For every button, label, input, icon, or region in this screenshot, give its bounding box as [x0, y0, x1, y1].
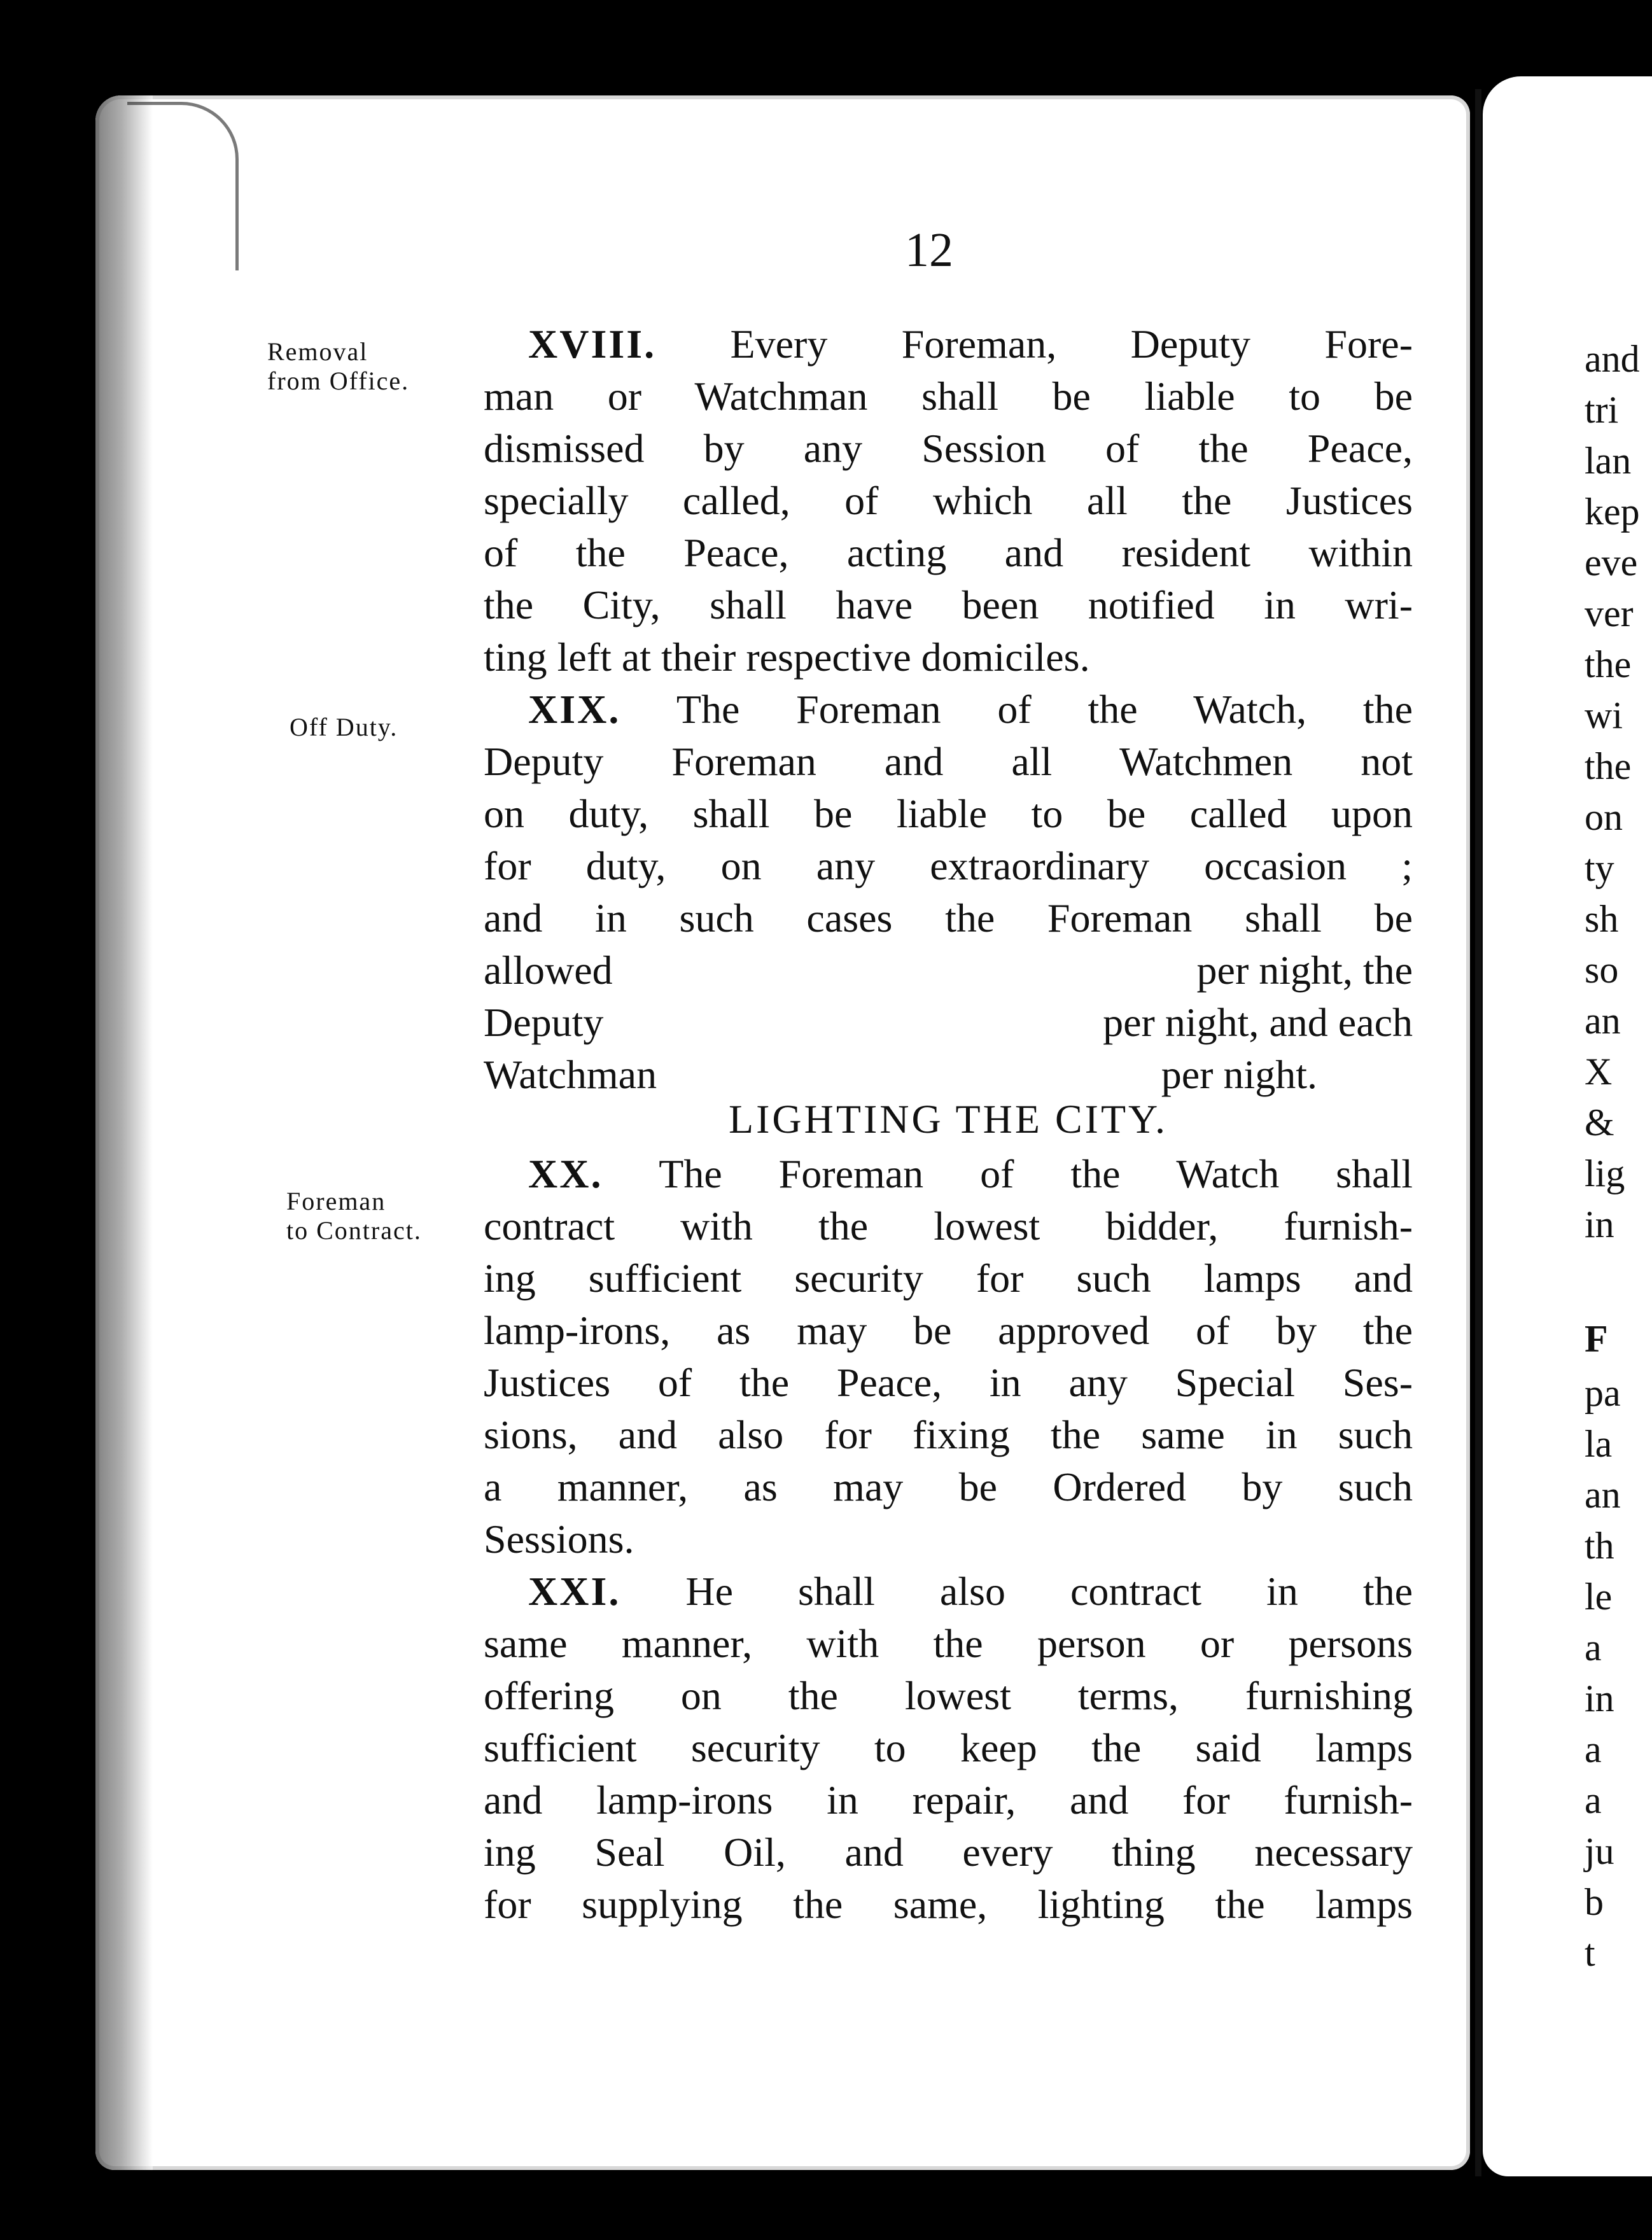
text-line: offering on the lowest terms, furnishing	[484, 1673, 1413, 1718]
right-fragment: pa	[1585, 1372, 1621, 1414]
margin-note-removal: Removal from Office.	[267, 337, 410, 395]
right-fragment: la	[1585, 1423, 1613, 1465]
text-line: ting left at their respective domiciles.	[484, 634, 1090, 680]
right-fragment: t	[1585, 1932, 1595, 1974]
text-line: dismissed by any Session of the Peace,	[484, 426, 1413, 471]
right-fragment: in	[1585, 1677, 1614, 1719]
right-fragment: ver	[1585, 592, 1634, 634]
page-curl	[127, 102, 239, 270]
text-line	[484, 1148, 1413, 1200]
page-number: 12	[905, 223, 953, 277]
text-line: ing Seal Oil, and every thing necessary	[484, 1830, 1413, 1875]
right-fragment: in	[1585, 1203, 1614, 1245]
fee-label: Deputy	[484, 1000, 604, 1045]
text-span: He shall also contract in the	[685, 1569, 1413, 1614]
right-fragment: and	[1585, 338, 1640, 380]
section-number: XXI.	[528, 1569, 621, 1614]
right-fragment: the	[1585, 643, 1632, 685]
text-line: the City, shall have been notified in wri-	[484, 582, 1413, 627]
right-fragment: ty	[1585, 847, 1614, 889]
right-fragment: tri	[1585, 389, 1619, 431]
text-span: The Foreman of the Watch, the	[676, 687, 1413, 732]
spine-shadow	[95, 95, 153, 2170]
right-fragment: a	[1585, 1728, 1602, 1770]
right-fragment: wi	[1585, 694, 1623, 736]
text-line: Justices of the Peace, in any Special Ses-	[484, 1360, 1413, 1405]
right-fragment: an	[1585, 1474, 1621, 1516]
section-number: XVIII.	[528, 321, 657, 367]
text-line: Sessions.	[484, 1516, 634, 1562]
fee-rate: per night.	[1161, 1052, 1317, 1097]
section-xix	[484, 683, 1413, 1101]
right-page	[1483, 76, 1652, 2176]
right-fragment: F	[1585, 1318, 1608, 1360]
text-line: contract with the lowest bidder, furnish-	[484, 1203, 1413, 1249]
right-fragment: lan	[1585, 440, 1632, 482]
fee-row	[484, 1049, 1413, 1101]
right-fragment: le	[1585, 1576, 1613, 1618]
text-line: of the Peace, acting and resident within	[484, 530, 1413, 575]
text-line: a manner, as may be Ordered by such	[484, 1464, 1413, 1509]
section-xxi	[484, 1565, 1413, 1931]
text-line: ing sufficient security for such lamps and	[484, 1256, 1413, 1301]
text-line	[484, 683, 1413, 736]
text-line: same manner, with the person or persons	[484, 1621, 1413, 1666]
right-fragment: a	[1585, 1779, 1602, 1821]
right-fragment: lig	[1585, 1152, 1625, 1194]
fee-row	[484, 997, 1413, 1049]
page-gutter	[1475, 89, 1481, 2176]
fee-row	[484, 944, 1413, 997]
right-fragment: th	[1585, 1525, 1614, 1567]
right-fragment: eve	[1585, 542, 1638, 584]
right-fragment: a	[1585, 1627, 1602, 1669]
right-fragment: an	[1585, 1000, 1621, 1042]
section-number: XIX.	[528, 687, 621, 732]
right-fragment: the	[1585, 745, 1632, 787]
text-span: Every Foreman, Deputy Fore-	[730, 321, 1413, 367]
section-xx	[484, 1148, 1413, 1565]
section-number: XX.	[528, 1151, 603, 1196]
right-fragment: b	[1585, 1881, 1604, 1923]
text-line: sufficient security to keep the said lamps	[484, 1725, 1413, 1770]
section-xviii	[484, 318, 1413, 683]
text-line: for supplying the same, lighting the lamps	[484, 1882, 1413, 1927]
text-line: for duty, on any extraordinary occasion ;	[484, 843, 1413, 888]
right-fragment: &	[1585, 1102, 1614, 1144]
right-fragment: X	[1585, 1051, 1613, 1093]
margin-note-off-duty: Off Duty.	[290, 713, 398, 741]
fee-rate: per night, the	[1196, 948, 1413, 993]
right-fragment: kep	[1585, 491, 1640, 533]
text-line: on duty, shall be liable to be called upon	[484, 791, 1413, 836]
text-line: sions, and also for fixing the same in such	[484, 1412, 1413, 1457]
right-fragment: so	[1585, 949, 1619, 991]
text-line: and in such cases the Foreman shall be	[484, 895, 1413, 941]
section-heading: LIGHTING THE CITY.	[729, 1096, 1168, 1142]
fee-label: Watchman	[484, 1052, 657, 1097]
text-line: lamp-irons, as may be approved of by the	[484, 1308, 1413, 1353]
text-line: man or Watchman shall be liable to be	[484, 374, 1413, 419]
text-line: Deputy Foreman and all Watchmen not	[484, 739, 1413, 784]
text-span: The Foreman of the Watch shall	[659, 1151, 1413, 1196]
right-fragment: ju	[1585, 1830, 1614, 1872]
right-fragment: on	[1585, 796, 1623, 838]
fee-rate: per night, and each	[1103, 1000, 1413, 1045]
text-line: and lamp-irons in repair, and for furnish-	[484, 1777, 1413, 1823]
text-line: specially called, of which all the Justices	[484, 478, 1413, 523]
text-line	[484, 318, 1413, 370]
margin-note-foreman-contract: Foreman to Contract.	[286, 1187, 422, 1245]
fee-label: allowed	[484, 948, 613, 993]
text-line	[484, 1565, 1413, 1618]
right-fragment: sh	[1585, 898, 1619, 940]
